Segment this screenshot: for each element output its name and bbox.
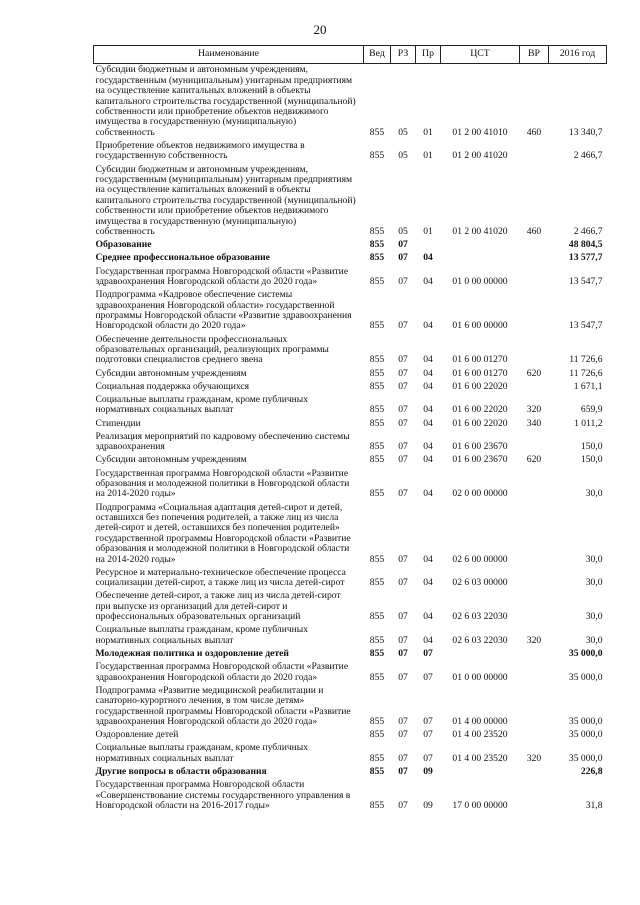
cell-ved: 855 <box>369 671 385 683</box>
cell-sum: 30,0 <box>585 611 603 623</box>
table-row <box>94 394 607 418</box>
cell-name: Государственная программа Новгородской области «Совершенствование системы государственного управления в Новгородской области на 2016-2017 годы» <box>95 779 351 811</box>
table-row <box>94 64 607 140</box>
cell-name: Государственная программа Новгородской области «Развитие здравоохранения Новгородской области до 2020 года» <box>95 661 349 683</box>
cell-rz: 07 <box>398 380 408 392</box>
table-row <box>94 265 607 289</box>
cell-ved: 855 <box>369 380 385 392</box>
cell-vr <box>520 501 549 566</box>
cell-rz: 07 <box>398 671 408 683</box>
cell-vr <box>520 590 549 624</box>
header-ved: Вед <box>364 46 391 64</box>
cell-pr: 07 <box>423 671 433 683</box>
cell-name: Ресурсное и материально-техническое обеспечение процесса социализации детей-сирот, а также лиц из числа детей-сирот <box>95 566 346 589</box>
cell-vr <box>520 661 549 685</box>
cell-sum: 11 726,6 <box>569 354 603 366</box>
cell-cst <box>441 252 520 265</box>
cell-vr <box>520 566 549 590</box>
cell-sum: 30,0 <box>585 577 603 589</box>
cell-cst: 01 4 00 00000 <box>452 715 508 727</box>
cell-rz: 05 <box>398 226 408 238</box>
cell-cst: 01 6 00 23670 <box>452 441 508 453</box>
table-row <box>94 367 607 380</box>
table-row <box>94 624 607 648</box>
cell-vr <box>520 430 549 454</box>
cell-rz: 07 <box>398 752 408 764</box>
cell-vr <box>520 779 549 813</box>
cell-cst: 17 0 00 00000 <box>452 799 508 811</box>
cell-ved: 855 <box>369 354 385 366</box>
cell-cst: 01 6 00 22020 <box>452 417 508 429</box>
cell-rz: 07 <box>398 252 408 264</box>
cell-cst: 01 2 00 41020 <box>452 150 508 162</box>
cell-vr: 460 <box>526 126 542 138</box>
cell-ved: 855 <box>369 577 385 589</box>
cell-pr: 04 <box>423 252 433 264</box>
cell-name: Обеспечение деятельности профессиональных образовательных организаций, реализующих программы подготовки специалистов среднего звена <box>95 333 329 366</box>
cell-vr <box>520 729 549 742</box>
cell-rz: 07 <box>398 354 408 366</box>
cell-cst <box>441 648 520 661</box>
table-row <box>94 417 607 430</box>
header-name: Наименование <box>94 46 364 64</box>
cell-cst: 01 6 00 01270 <box>452 354 508 366</box>
budget-table <box>93 45 607 813</box>
table-row <box>94 590 607 624</box>
table-row <box>94 661 607 685</box>
cell-pr: 04 <box>423 553 433 565</box>
cell-cst <box>441 239 520 252</box>
cell-cst: 01 2 00 41020 <box>452 226 508 238</box>
cell-cst <box>441 766 520 779</box>
table-row <box>94 729 607 742</box>
table-row <box>94 430 607 454</box>
cell-pr <box>416 239 441 252</box>
cell-ved: 855 <box>369 226 385 238</box>
cell-rz: 07 <box>398 417 408 429</box>
cell-sum: 2 466,7 <box>573 150 603 162</box>
cell-vr <box>520 380 549 393</box>
cell-pr: 07 <box>423 729 433 741</box>
cell-rz: 07 <box>398 765 408 777</box>
cell-name: Субсидии бюджетным и автономным учреждениям, государственным (муниципальным) унитарным предприятиям на осуществление капитальных вложений в объекты капитального строительства государственной (муниципальной) собственности или приобретение объектов недвижимого имущества в государственную (муниципальную) собственность <box>95 64 356 138</box>
table-row <box>94 289 607 333</box>
cell-name: Социальные выплаты гражданам, кроме публичных нормативных социальных выплат <box>95 624 309 646</box>
cell-sum: 13 340,7 <box>568 126 603 138</box>
cell-vr: 460 <box>526 226 542 238</box>
cell-name: Субсидии бюджетным и автономным учреждениям, государственным (муниципальным) унитарным предприятиям на осуществление капитальных вложений в объекты капитального строительства государственной (муниципальной) собственности или приобретение объектов недвижимого имущества в государственную (муниципальную) собственность <box>95 163 356 238</box>
cell-rz: 07 <box>398 276 408 288</box>
cell-vr: 320 <box>526 752 542 764</box>
cell-name: Подпрограмма «Развитие медицинской реабилитации и санаторно-курортного лечения, в том числе детям» государственной программы Новгородской области «Развитие здравоохранения Новгородской области до 2020 года» <box>95 684 351 727</box>
table-row <box>94 501 607 566</box>
cell-ved: 855 <box>369 611 385 623</box>
cell-name: Социальные выплаты гражданам, кроме публичных нормативных социальных выплат <box>95 742 309 764</box>
cell-pr: 04 <box>423 441 433 453</box>
cell-sum: 30,0 <box>585 634 603 646</box>
cell-cst: 02 6 03 22030 <box>452 634 508 646</box>
cell-sum: 2 466,7 <box>573 226 603 238</box>
cell-vr: 340 <box>526 417 542 429</box>
table-row <box>94 684 607 728</box>
cell-rz: 07 <box>398 577 408 589</box>
cell-rz: 07 <box>398 799 408 811</box>
cell-sum: 150,0 <box>580 441 603 453</box>
header-cst: ЦСТ <box>441 46 520 64</box>
cell-sum: 13 547,7 <box>568 276 603 288</box>
cell-ved: 855 <box>369 729 385 741</box>
cell-ved: 855 <box>369 647 385 659</box>
cell-rz: 07 <box>398 239 408 251</box>
cell-sum: 35 000,0 <box>568 647 603 659</box>
table-row <box>94 648 607 661</box>
table-row <box>94 742 607 766</box>
table-row <box>94 140 607 164</box>
cell-cst: 01 2 00 41010 <box>452 126 508 138</box>
table-row <box>94 333 607 367</box>
header-pr: Пр <box>416 46 441 64</box>
cell-rz: 07 <box>398 367 408 379</box>
cell-pr: 09 <box>423 799 433 811</box>
cell-sum: 35 000,0 <box>568 752 603 764</box>
cell-vr <box>520 289 549 333</box>
cell-pr: 07 <box>423 752 433 764</box>
table-header-row <box>94 46 607 64</box>
cell-ved: 855 <box>369 367 385 379</box>
cell-name: Социальные выплаты гражданам, кроме публичных нормативных социальных выплат <box>95 393 309 416</box>
table-row <box>94 454 607 467</box>
cell-pr: 04 <box>423 611 433 623</box>
cell-name: Приобретение объектов недвижимого имущества в государственную собственность <box>95 140 305 162</box>
cell-ved: 855 <box>369 417 385 429</box>
cell-pr: 04 <box>423 276 433 288</box>
cell-vr <box>520 252 549 265</box>
cell-name: Стипендии <box>95 417 141 429</box>
cell-rz: 07 <box>398 729 408 741</box>
cell-ved: 855 <box>369 765 385 777</box>
cell-rz: 07 <box>398 320 408 332</box>
cell-sum: 13 547,7 <box>568 320 603 332</box>
cell-name: Реализация мероприятий по кадровому обеспечению системы здравоохранения <box>95 430 350 453</box>
cell-ved: 855 <box>369 150 385 162</box>
cell-rz: 07 <box>398 634 408 646</box>
cell-sum: 659,9 <box>580 404 603 416</box>
cell-sum: 1 671,1 <box>573 380 603 392</box>
cell-rz: 05 <box>398 150 408 162</box>
cell-vr: 620 <box>526 367 542 379</box>
cell-pr: 04 <box>423 417 433 429</box>
cell-name: Социальная поддержка обучающихся <box>95 380 250 392</box>
cell-cst: 02 6 03 22030 <box>452 611 508 623</box>
cell-vr: 320 <box>526 404 542 416</box>
cell-sum: 48 804,5 <box>568 239 603 251</box>
cell-rz: 07 <box>398 715 408 727</box>
cell-sum: 31,8 <box>585 799 603 811</box>
cell-rz: 07 <box>398 488 408 500</box>
cell-ved: 855 <box>369 634 385 646</box>
cell-vr: 320 <box>526 634 542 646</box>
cell-cst: 01 6 00 00000 <box>452 320 508 332</box>
cell-sum: 35 000,0 <box>568 729 603 741</box>
cell-name: Подпрограмма «Социальная адаптация детей-сирот и детей, оставшихся без попечения родителей, а также лиц из числа детей-сирот и детей, оставшихся без попечения родителей» государственной программы Новгородской области «Развитие образования и молодежной политики в Новгородской области на 2014-2020 годы» <box>95 501 351 565</box>
cell-ved: 855 <box>369 454 385 466</box>
header-vr: ВР <box>520 46 549 64</box>
cell-ved: 855 <box>369 799 385 811</box>
cell-pr: 09 <box>423 765 433 777</box>
table-row <box>94 252 607 265</box>
cell-pr: 04 <box>423 488 433 500</box>
cell-vr <box>520 265 549 289</box>
cell-name: Молодежная политика и оздоровление детей <box>95 647 289 659</box>
cell-name: Субсидии автономным учреждениям <box>95 454 247 466</box>
cell-ved: 855 <box>369 715 385 727</box>
cell-vr <box>520 467 549 501</box>
cell-rz: 07 <box>398 454 408 466</box>
cell-cst: 02 0 00 00000 <box>452 488 508 500</box>
header-sum: 2016 год <box>549 46 607 64</box>
cell-cst: 01 0 00 00000 <box>452 671 508 683</box>
cell-pr: 01 <box>423 226 433 238</box>
table-row <box>94 766 607 779</box>
cell-sum: 35 000,0 <box>568 715 603 727</box>
cell-name: Субсидии автономным учреждениям <box>95 367 247 379</box>
table-row <box>94 566 607 590</box>
header-rz: РЗ <box>391 46 416 64</box>
cell-pr: 04 <box>423 354 433 366</box>
cell-ved: 855 <box>369 320 385 332</box>
cell-pr: 04 <box>423 577 433 589</box>
cell-ved: 855 <box>369 441 385 453</box>
table-row <box>94 467 607 501</box>
cell-name: Государственная программа Новгородской области «Развитие здравоохранения Новгородской области до 2020 года» <box>95 265 349 288</box>
cell-name: Другие вопросы в области образования <box>95 765 267 777</box>
cell-rz: 07 <box>398 611 408 623</box>
cell-cst: 01 0 00 00000 <box>452 276 508 288</box>
cell-sum: 11 726,6 <box>569 367 603 379</box>
cell-pr: 01 <box>423 150 433 162</box>
cell-pr: 07 <box>423 647 433 659</box>
cell-ved: 855 <box>369 252 385 264</box>
cell-ved: 855 <box>369 404 385 416</box>
cell-pr: 07 <box>423 715 433 727</box>
cell-sum: 35 000,0 <box>568 671 603 683</box>
cell-vr: 620 <box>526 454 542 466</box>
cell-vr <box>520 140 549 164</box>
cell-sum: 30,0 <box>585 553 603 565</box>
cell-pr: 01 <box>423 126 433 138</box>
cell-ved: 855 <box>369 553 385 565</box>
table-row <box>94 239 607 252</box>
cell-cst: 01 6 00 22020 <box>452 380 508 392</box>
cell-cst: 01 6 00 23670 <box>452 454 508 466</box>
cell-vr <box>520 684 549 728</box>
cell-cst: 02 6 03 00000 <box>452 577 508 589</box>
cell-cst: 02 6 00 00000 <box>452 553 508 565</box>
cell-cst: 01 6 00 22020 <box>452 404 508 416</box>
cell-pr: 04 <box>423 634 433 646</box>
cell-cst: 01 4 00 23520 <box>452 729 508 741</box>
page-number: 20 <box>313 22 327 37</box>
cell-ved: 855 <box>369 126 385 138</box>
cell-name: Оздоровление детей <box>95 729 179 741</box>
cell-name: Подпрограмма «Кадровое обеспечение системы здравоохранения Новгородской области» государственной программы Новгородской области «Развитие здравоохранения Новгородской области до 2020 года» <box>95 289 352 332</box>
cell-sum: 226,8 <box>580 765 603 777</box>
cell-rz: 07 <box>398 404 408 416</box>
cell-cst: 01 6 00 01270 <box>452 367 508 379</box>
cell-rz: 05 <box>398 126 408 138</box>
cell-sum: 1 011,2 <box>574 417 603 429</box>
cell-cst: 01 4 00 23520 <box>452 752 508 764</box>
cell-name: Образование <box>95 239 152 251</box>
cell-name: Государственная программа Новгородской области «Развитие образования и молодежной политики в Новгородской области на 2014-2020 годы» <box>95 467 350 500</box>
cell-vr <box>520 766 549 779</box>
table-row <box>94 779 607 813</box>
cell-pr: 04 <box>423 454 433 466</box>
table-row <box>94 163 607 239</box>
cell-rz: 07 <box>398 553 408 565</box>
cell-rz: 07 <box>398 441 408 453</box>
cell-vr <box>520 333 549 367</box>
cell-rz: 07 <box>398 647 408 659</box>
cell-ved: 855 <box>369 276 385 288</box>
cell-vr <box>520 239 549 252</box>
cell-sum: 30,0 <box>585 488 603 500</box>
cell-sum: 13 577,7 <box>568 252 603 264</box>
cell-ved: 855 <box>369 239 385 251</box>
cell-sum: 150,0 <box>580 454 603 466</box>
cell-name: Среднее профессиональное образование <box>95 252 270 264</box>
cell-pr: 04 <box>423 404 433 416</box>
cell-ved: 855 <box>369 488 385 500</box>
table-row <box>94 380 607 393</box>
cell-pr: 04 <box>423 320 433 332</box>
cell-ved: 855 <box>369 752 385 764</box>
cell-name: Обеспечение детей-сирот, а также лиц из числа детей-сирот при выпуске из организаций для детей-сирот и профессиональных образовательных организаций <box>95 590 341 623</box>
cell-vr <box>520 648 549 661</box>
cell-pr: 04 <box>423 367 433 379</box>
cell-pr: 04 <box>423 380 433 392</box>
